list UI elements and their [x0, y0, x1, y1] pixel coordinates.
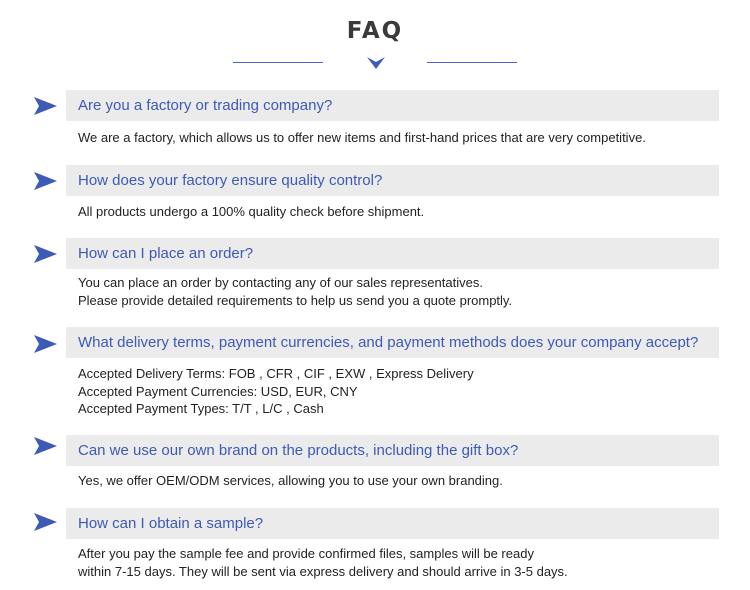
arrow-right-icon: [33, 96, 58, 116]
faq-answer: [78, 365, 718, 418]
answer-line: Please provide detailed requirements to help us send you a quote promptly.: [78, 292, 513, 308]
faq-question[interactable]: How does your factory ensure quality control?: [66, 165, 719, 196]
answer-line: Accepted Payment Types: T/T , L/C , Cash: [78, 401, 324, 416]
arrow-right-icon: [33, 436, 58, 456]
answer-line: You can place an order by contacting any of our sales representatives.: [78, 275, 483, 290]
title-divider-left: [233, 62, 323, 63]
faq-answer: [78, 545, 718, 580]
faq-title: FAQ: [346, 18, 404, 44]
answer-line: We are a factory, which allows us to offer new items and first-hand prices that are very competitive.: [78, 130, 646, 145]
faq-question[interactable]: Are you a factory or trading company?: [66, 90, 719, 121]
answer-line: After you pay the sample fee and provide confirmed files, samples will be ready: [78, 546, 534, 561]
arrow-right-icon: [33, 334, 58, 354]
faq-answer: [78, 472, 718, 490]
faq-answer: [78, 203, 718, 221]
arrow-right-icon: [33, 512, 58, 532]
arrow-right-icon: [33, 171, 58, 191]
answer-line: within 7-15 days. They will be sent via express delivery and should arrive in 3-5 days.: [78, 563, 568, 579]
faq-question[interactable]: How can I place an order?: [66, 238, 719, 269]
answer-line: Accepted Payment Currencies: USD, EUR, CNY: [78, 383, 358, 399]
faq-answer: [78, 129, 718, 147]
answer-line: Accepted Delivery Terms: FOB , CFR , CIF , EXW , Express Delivery: [78, 366, 474, 381]
chevron-down-icon: [366, 56, 386, 71]
faq-question[interactable]: What delivery terms, payment currencies, and payment methods does your company accept?: [66, 327, 719, 358]
faq-question[interactable]: Can we use our own brand on the products, including the gift box?: [66, 435, 719, 466]
arrow-right-icon: [33, 244, 58, 264]
faq-question[interactable]: How can I obtain a sample?: [66, 508, 719, 539]
faq-answer: [78, 274, 718, 309]
answer-line: All products undergo a 100% quality check before shipment.: [78, 204, 425, 219]
answer-line: Yes, we offer OEM/ODM services, allowing you to use your own branding.: [78, 473, 503, 488]
title-divider-right: [427, 62, 517, 63]
